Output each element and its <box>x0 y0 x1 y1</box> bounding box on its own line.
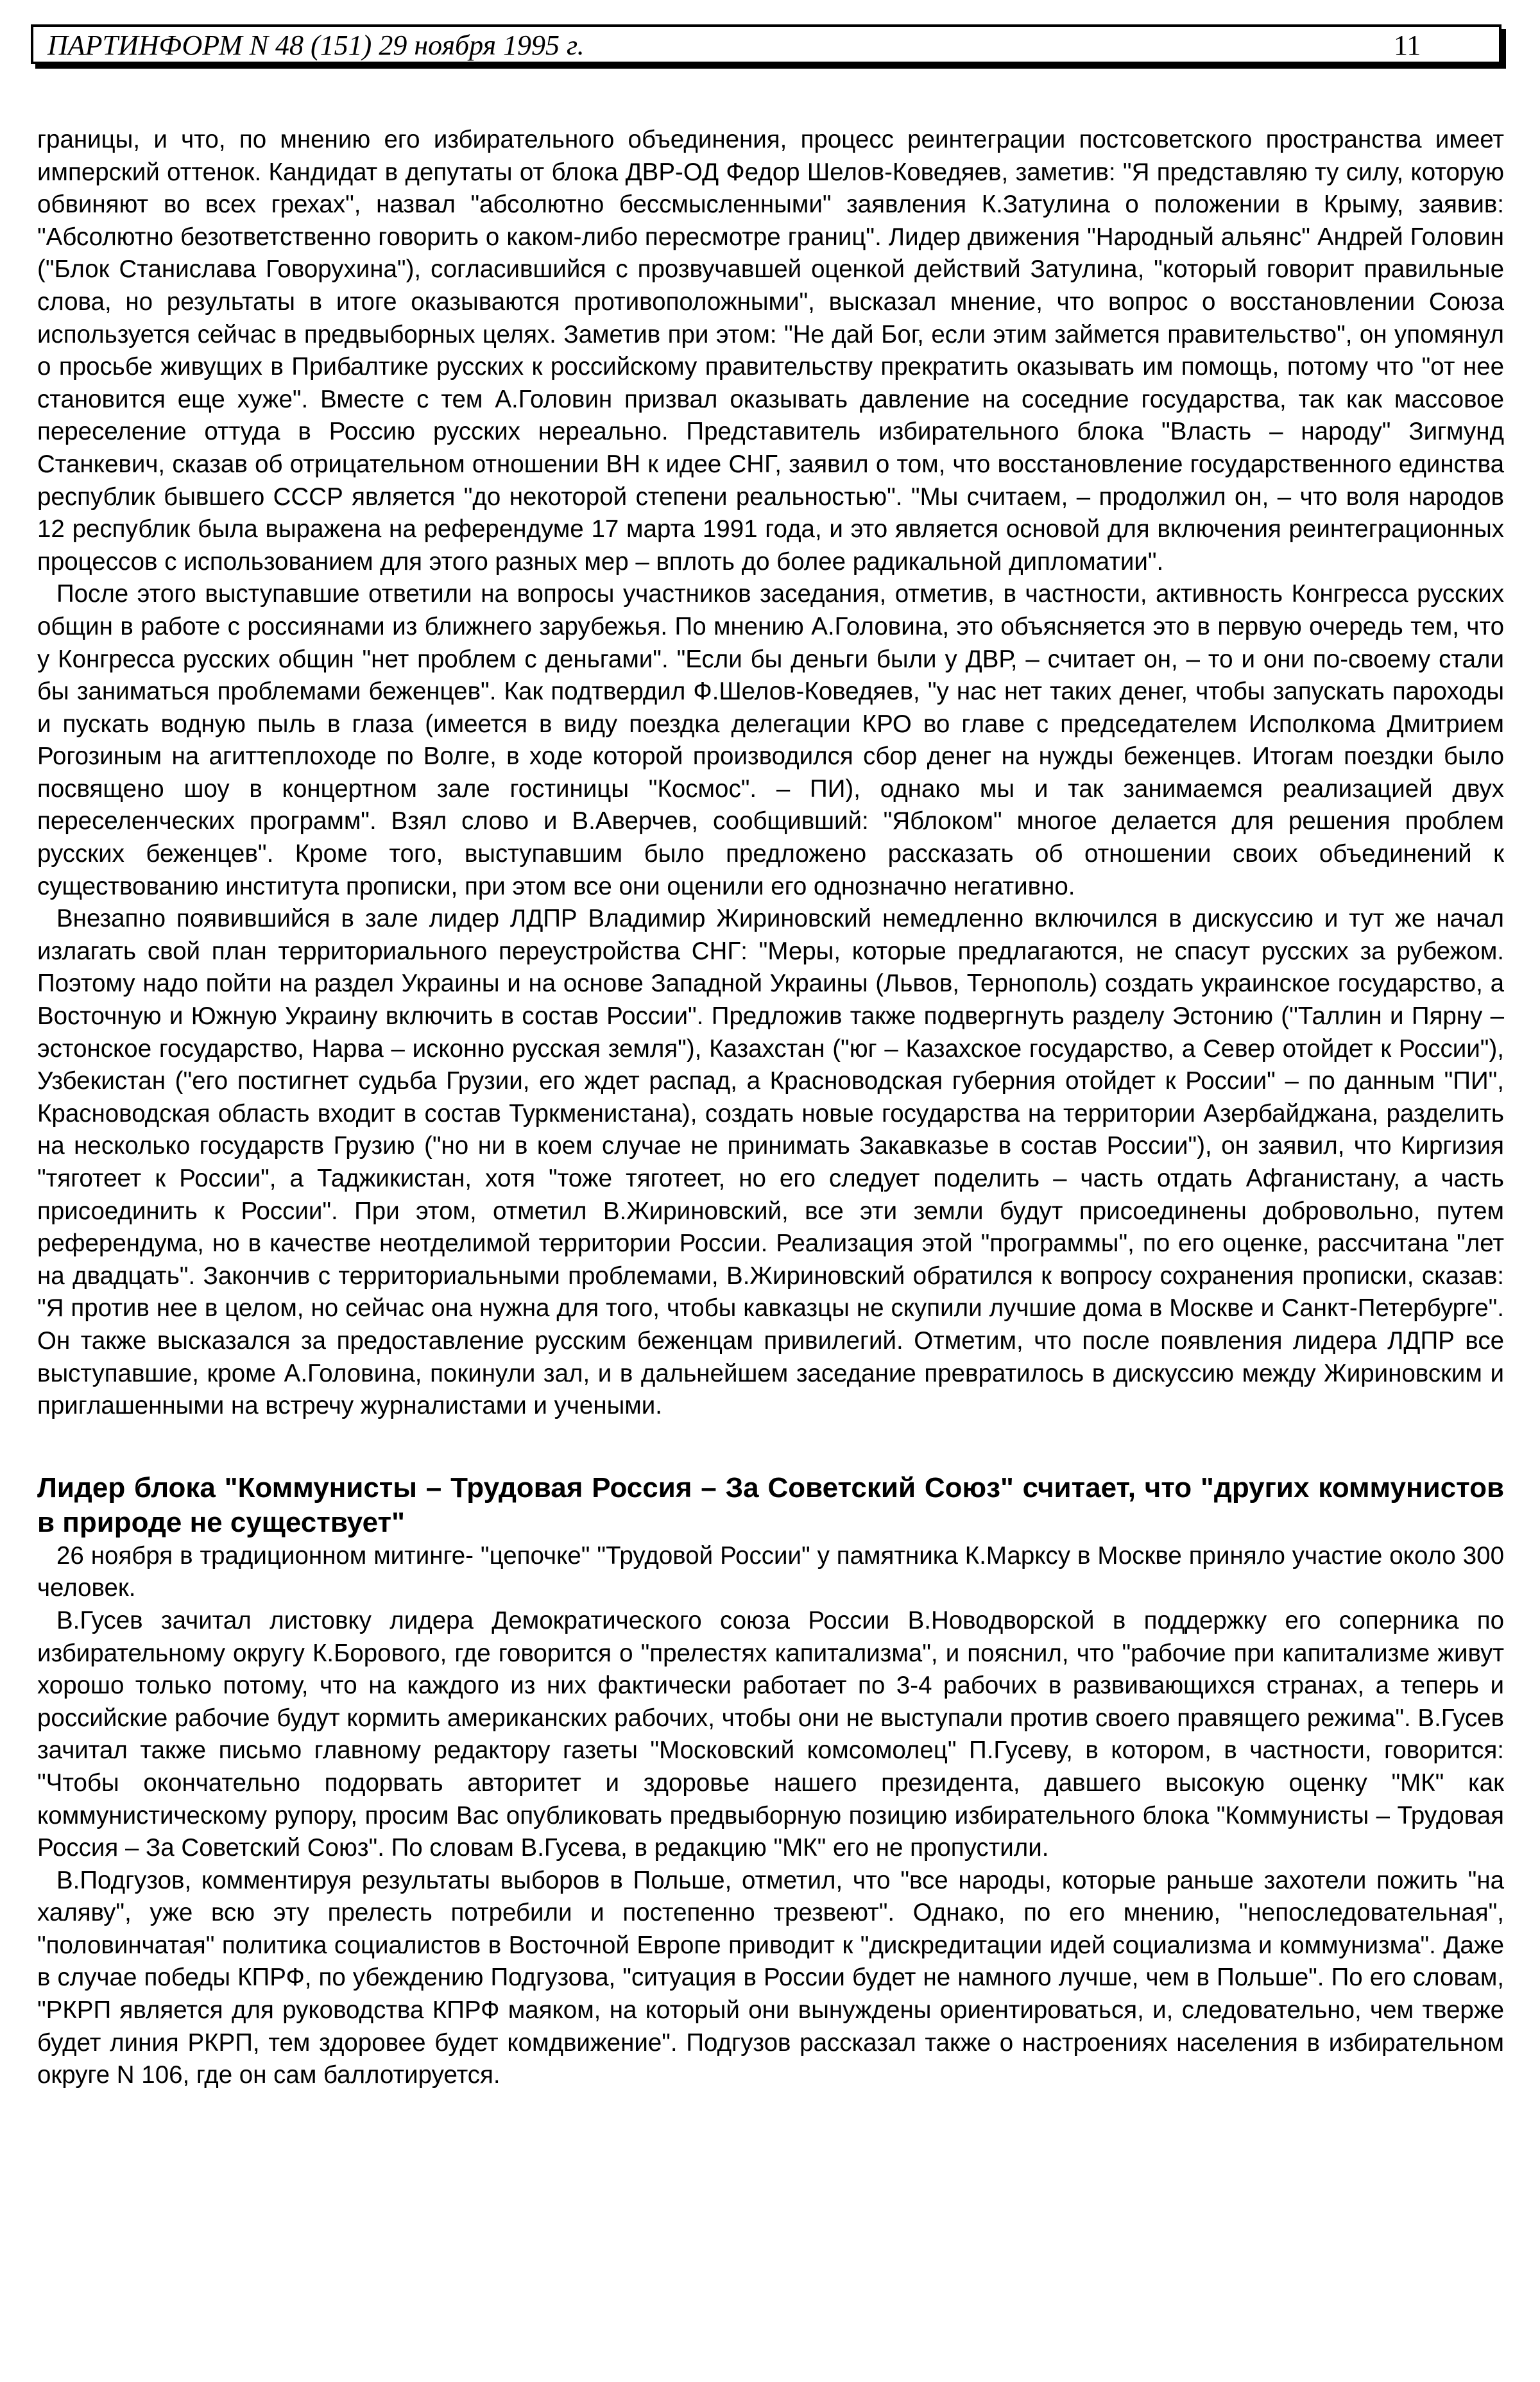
section-heading: Лидер блока "Коммунисты – Трудовая Россия – За Советский Союз" считает, что "других коммунистов в природе не существует" <box>37 1471 1504 1538</box>
paragraph: границы, и что, по мнению его избирательного объединения, процесс реинтеграции постсоветского пространства имеет имперский оттенок. Кандидат в депутаты от блока ДВР-ОД Федор Шелов-Коведяев, заметив: "Я представляю ту силу, которую обвиняют во всех грехах", назвал "абсолютно бессмысленными" заявления К.Затулина о положении в Крыму, заявив: "Абсолютно безответственно говорить о каком-либо пересмотре границ". Лидер движения "Народный альянс" Андрей Головин ("Блок Станислава Говорухина"), согласившийся с прозвучавшей оценкой действий Затулина, "который говорит правильные слова, но результаты в итоге оказываются противоположными", высказал мнение, что вопрос о восстановлении Союза используется сейчас в предвыборных целях. Заметив при этом: "Не дай Бог, если этим займется правительство", он упомянул о просьбе живущих в Прибалтике русских к российскому правительству прекратить оказывать им помощь, потому что "от нее становится еще хуже". Вместе с тем А.Головин призвал оказывать давление на соседние государства, так как массовое переселение оттуда в Россию русских нереально. Представитель избирательного блока "Власть – народу" Зигмунд Станкевич, сказав об отрицательном отношении ВН к идее СНГ, заявил о том, что восстановление государственного единства республик бывшего СССР является "до некоторой степени реальностью". "Мы считаем, – продолжил он, – что воля народов 12 республик была выражена на референдуме 17 марта 1991 года, и это является основой для включения реинтеграционных процессов с использованием для этого разных мер – вплоть до более радикальной дипломатии". <box>37 126 1504 576</box>
page-header <box>31 24 1502 64</box>
paragraph: В.Подгузов, комментируя результаты выборов в Польше, отметил, что "все народы, которые раньше захотели пожить "на халяву", уже всю эту прелесть потребили и постепенно трезвеют". Однако, по его мнению, "непоследовательная", "половинчатая" политика социалистов в Восточной Европе приводит к "дискредитации идей социализма и коммунизма". Даже в случае победы КПРФ, по убеждению Подгузова, "ситуация в России будет не намного лучше, чем в Польше". По его словам, "РКРП является для руководства КПРФ маяком, на который они вынуждены ориентироваться, и, следовательно, чем тверже будет линия РКРП, тем здоровее будет комдвижение". Подгузов рассказал также о настроениях населения в избирательном округе N 106, где он сам баллотируется. <box>37 1866 1504 2089</box>
paragraph: После этого выступавшие ответили на вопросы участников заседания, отметив, в частности, активность Конгресса русских общин в работе с россиянами из ближнего зарубежья. По мнению А.Головина, это объясняется это в первую очередь тем, что у Конгресса русских общин "нет проблем с деньгами". "Если бы деньги были у ДВР, – считает он, – то и они по-своему стали бы заниматься проблемами беженцев". Как подтвердил Ф.Шелов-Коведяев, "у нас нет таких денег, чтобы запускать пароходы и пускать водную пыль в глаза (имеется в виду поездка делегации КРО во главе с председателем Исполкома Дмитрием Рогозиным на агиттеплоходе по Волге, в ходе которой производился сбор денег на нужды беженцев. Итогам поездки было посвящено шоу в концертном зале гостиницы "Космос". – ПИ), однако мы и так занимаемся реализацией двух переселенческих программ". Взял слово и В.Аверчев, сообщивший: "Яблоком" многое делается для решения проблем русских беженцев". Кроме того, выступавшим было предложено рассказать об отношении своих объединений к существованию института прописки, при этом все они оценили его однозначно негативно. <box>37 580 1504 900</box>
article-body <box>37 124 1504 2092</box>
publication-title: ПАРТИНФОРМ N 48 (151) 29 ноября 1995 г. <box>47 30 585 61</box>
paragraph: Внезапно появившийся в зале лидер ЛДПР Владимир Жириновский немедленно включился в дискуссию и тут же начал излагать свой план территориального переустройства СНГ: "Меры, которые предлагаются, не спасут русских за рубежом. Поэтому надо пойти на раздел Украины и на основе Западной Украины (Львов, Тернополь) создать украинское государство, а Восточную и Южную Украину включить в состав России". Предложив также подвергнуть разделу Эстонию ("Таллин и Пярну – эстонское государство, Нарва – исконно русская земля"), Казахстан ("юг – Казахское государство, а Север отойдет к России"), Узбекистан ("его постигнет судьба Грузии, его ждет распад, а Красноводская губерния отойдет к России" – по данным "ПИ", Красноводская область входит в состав Туркменистана), создать новые государства на территории Азербайджана, разделить на несколько государств Грузию ("но ни в коем случае не принимать Закавказье в состав России"), он заявил, что Киргизия "тяготеет к России", а Таджикистан, хотя "тоже тяготеет, но его следует поделить – часть отдать Афганистану, а часть присоединить к России". При этом, отметил В.Жириновский, все эти земли будут присоединены добровольно, путем референдума, но в качестве неотделимой территории России. Реализация этой "программы", по его оценке, рассчитана "лет на двадцать". Закончив с территориальными проблемами, В.Жириновский обратился к вопросу сохранения прописки, сказав: "Я против нее в целом, но сейчас она нужна для того, чтобы кавказцы не скупили лучшие дома в Москве и Санкт-Петербурге". Он также высказался за предоставление русским беженцам привилегий. Отметим, что после появления лидера ЛДПР все выступавшие, кроме А.Головина, покинули зал, и в дальнейшем заседание превратилось в дискуссию между Жириновским и приглашенными на встречу журналистами и учеными. <box>37 905 1504 1420</box>
paragraph: 26 ноября в традиционном митинге- "цепочке" "Трудовой России" у памятника К.Марксу в Москве приняло участие около 300 человек. <box>37 1541 1504 1602</box>
page-number: 11 <box>1394 30 1421 61</box>
paragraph: В.Гусев зачитал листовку лидера Демократического союза России В.Новодворской в поддержку его соперника по избирательному округу К.Борового, где говорится о "прелестях капитализма", и пояснил, что "рабочие при капитализме живут хорошо только потому, что на каждого из них фактически работает по 3-4 рабочих в развивающихся странах, а теперь и российские рабочие будут кормить американских рабочих, чтобы они не выступали против своего правящего режима". В.Гусев зачитал также письмо главному редактору газеты "Московский комсомолец" П.Гусеву, в котором, в частности, говорится: "Чтобы окончательно подорвать авторитет и здоровье нашего президента, давшего высокую оценку "МК" как коммунистическому рупору, просим Вас опубликовать предвыборную позицию избирательного блока "Коммунисты – Трудовая Россия – За Советский Союз". По словам В.Гусева, в редакцию "МК" его не пропустили. <box>37 1606 1504 1862</box>
